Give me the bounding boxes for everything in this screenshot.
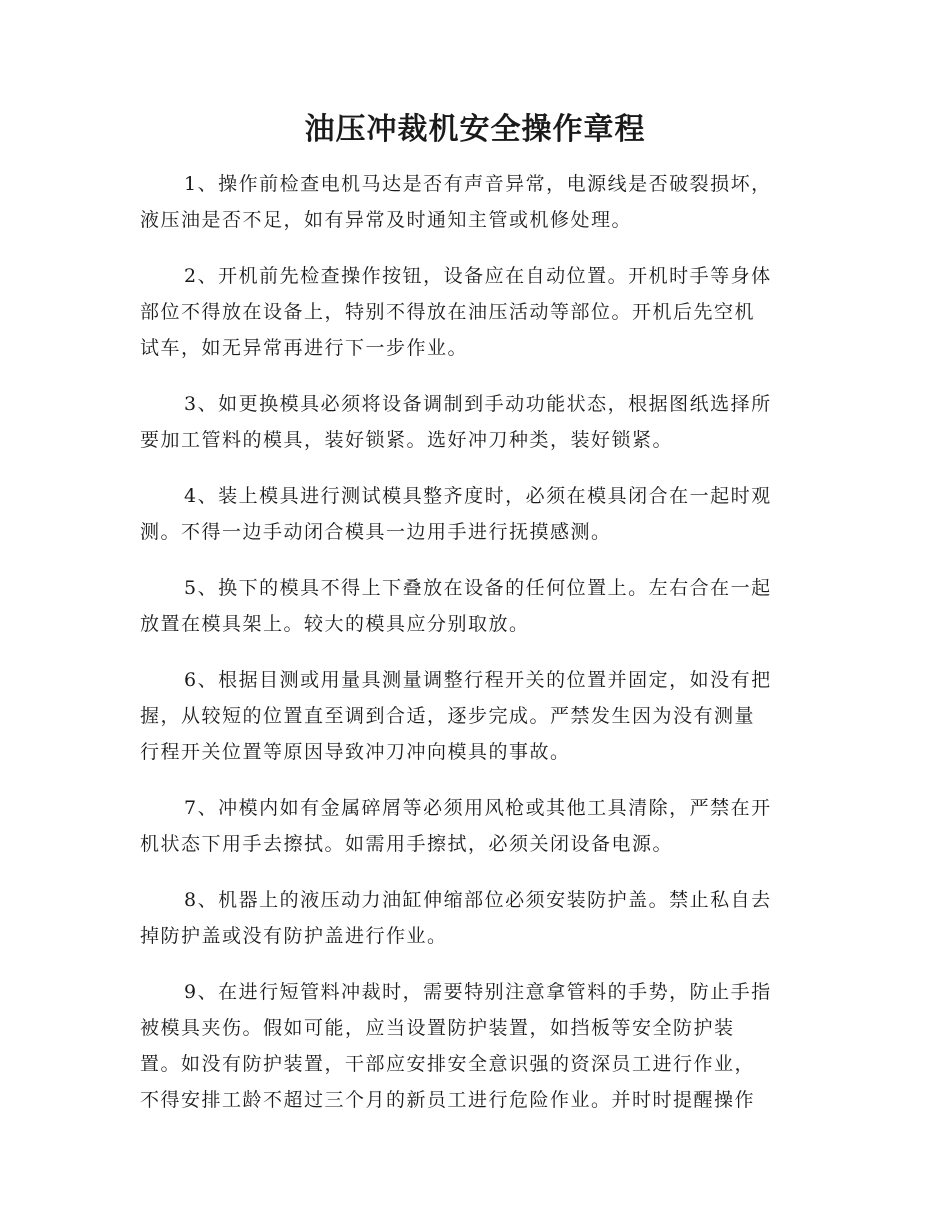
paragraph-3 — [140, 386, 808, 458]
paragraph-1 — [140, 166, 808, 238]
paragraph-line: 试车，如无异常再进行下一步作业。 — [140, 337, 469, 359]
paragraph-line: 5、换下的模具不得上下叠放在设备的任何位置上。左右合在一起 — [184, 577, 772, 599]
paragraph-line: 要加工管料的模具，装好锁紧。选好冲刀种类，装好锁紧。 — [140, 429, 674, 451]
paragraph-9 — [140, 974, 808, 1118]
paragraph-line: 被模具夹伤。假如可能，应当设置防护装置，如挡板等安全防护装 — [140, 1017, 735, 1039]
paragraph-line: 6、根据目测或用量具测量调整行程开关的位置并固定，如没有把 — [184, 669, 772, 691]
paragraph-line: 行程开关位置等原因导致冲刀冲向模具的事故。 — [140, 741, 571, 763]
paragraph-line: 机状态下用手去擦拭。如需用手擦拭，必须关闭设备电源。 — [140, 833, 674, 855]
paragraph-line: 1、操作前检查电机马达是否有声音异常，电源线是否破裂损坏， — [184, 173, 772, 195]
document-body — [140, 166, 808, 1138]
paragraph-5 — [140, 570, 808, 642]
paragraph-2 — [140, 258, 808, 366]
paragraph-line: 部位不得放在设备上，特别不得放在油压活动等部位。开机后先空机 — [140, 301, 756, 323]
paragraph-line: 放置在模具架上。较大的模具应分别取放。 — [140, 613, 530, 635]
paragraph-line: 2、开机前先检查操作按钮，设备应在自动位置。开机时手等身体 — [184, 265, 772, 287]
paragraph-8 — [140, 882, 808, 954]
paragraph-6 — [140, 662, 808, 770]
paragraph-line: 液压油是否不足，如有异常及时通知主管或机修处理。 — [140, 209, 633, 231]
paragraph-line: 测。不得一边手动闭合模具一边用手进行抚摸感测。 — [140, 521, 612, 543]
paragraph-line: 3、如更换模具必须将设备调制到手动功能状态，根据图纸选择所 — [184, 393, 772, 415]
paragraph-7 — [140, 790, 808, 862]
paragraph-line: 8、机器上的液压动力油缸伸缩部位必须安装防护盖。禁止私自去 — [184, 889, 772, 911]
document-title: 油压冲裁机安全操作章程 — [304, 112, 646, 147]
paragraph-line: 7、冲模内如有金属碎屑等必须用风枪或其他工具清除，严禁在开 — [184, 797, 772, 819]
paragraph-line: 9、在进行短管料冲裁时，需要特别注意拿管料的手势，防止手指 — [184, 981, 772, 1003]
paragraph-line: 不得安排工龄不超过三个月的新员工进行危险作业。并时时提醒操作 — [140, 1089, 756, 1111]
paragraph-line: 置。如没有防护装置，干部应安排安全意识强的资深员工进行作业， — [140, 1053, 756, 1075]
paragraph-line: 掉防护盖或没有防护盖进行作业。 — [140, 925, 448, 947]
paragraph-4 — [140, 478, 808, 550]
paragraph-line: 4、装上模具进行测试模具整齐度时，必须在模具闭合在一起时观 — [184, 485, 772, 507]
paragraph-line: 握，从较短的位置直至调到合适，逐步完成。严禁发生因为没有测量 — [140, 705, 756, 727]
